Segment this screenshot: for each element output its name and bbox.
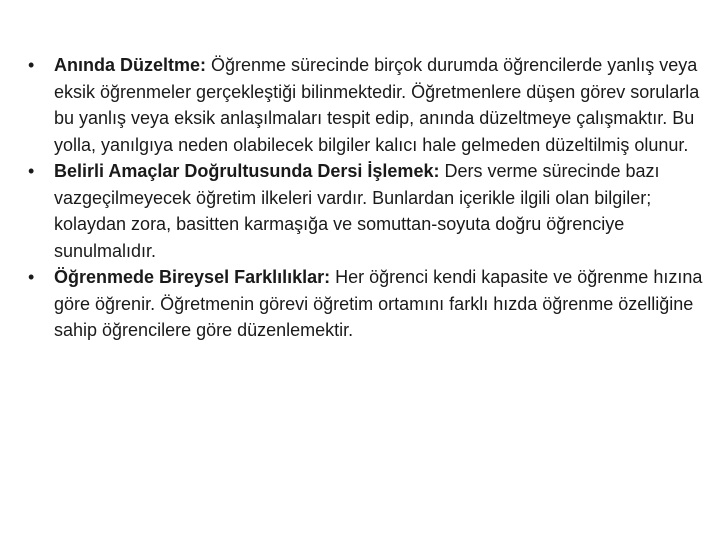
bullet-term: Belirli Amaçlar Doğrultusunda Dersi İşlemek: (54, 161, 440, 181)
bullet-item-specific-goals (26, 158, 706, 264)
bullet-text: Her öğrenci kendi kapasite ve öğrenme hızına göre öğrenir. Öğretmenin görevi öğretim ortamını farklı hızda öğrenme özelliğine sahip öğrencilere göre düzenlemektir. (54, 267, 703, 340)
bullet-text: Ders verme sürecinde bazı vazgeçilmeyecek öğretim ilkeleri vardır. Bunlardan içerikle ilgili olan bilgiler; kolaydan zora, basitten karmaşığa ve somuttan-soyuta doğru öğrenciye sunulmalıdır. (54, 161, 660, 261)
bullet-term: Öğrenmede Bireysel Farklılıklar: (54, 267, 331, 287)
bullet-term: Anında Düzeltme: (54, 55, 207, 75)
bullet-dot-icon: • (28, 267, 35, 287)
bullet-item-individual-differences (26, 264, 706, 344)
bullet-item-immediate-correction (26, 52, 706, 158)
bullet-dot-icon: • (28, 55, 35, 75)
bullet-list (26, 52, 706, 344)
bullet-text: Öğrenme sürecinde birçok durumda öğrencilerde yanlış veya eksik öğrenmeler gerçekleştiği bilinmektedir. Öğretmenlere düşen görev sorularla bu yanlış veya eksik anlaşılmaları tespit edip, anında düzeltmeye çalışmaktır. Bu yolla, yanılgıya neden olabilecek bilgiler kalıcı hale gelmeden düzeltilmiş olunur. (54, 55, 700, 155)
bullet-dot-icon: • (28, 161, 35, 181)
